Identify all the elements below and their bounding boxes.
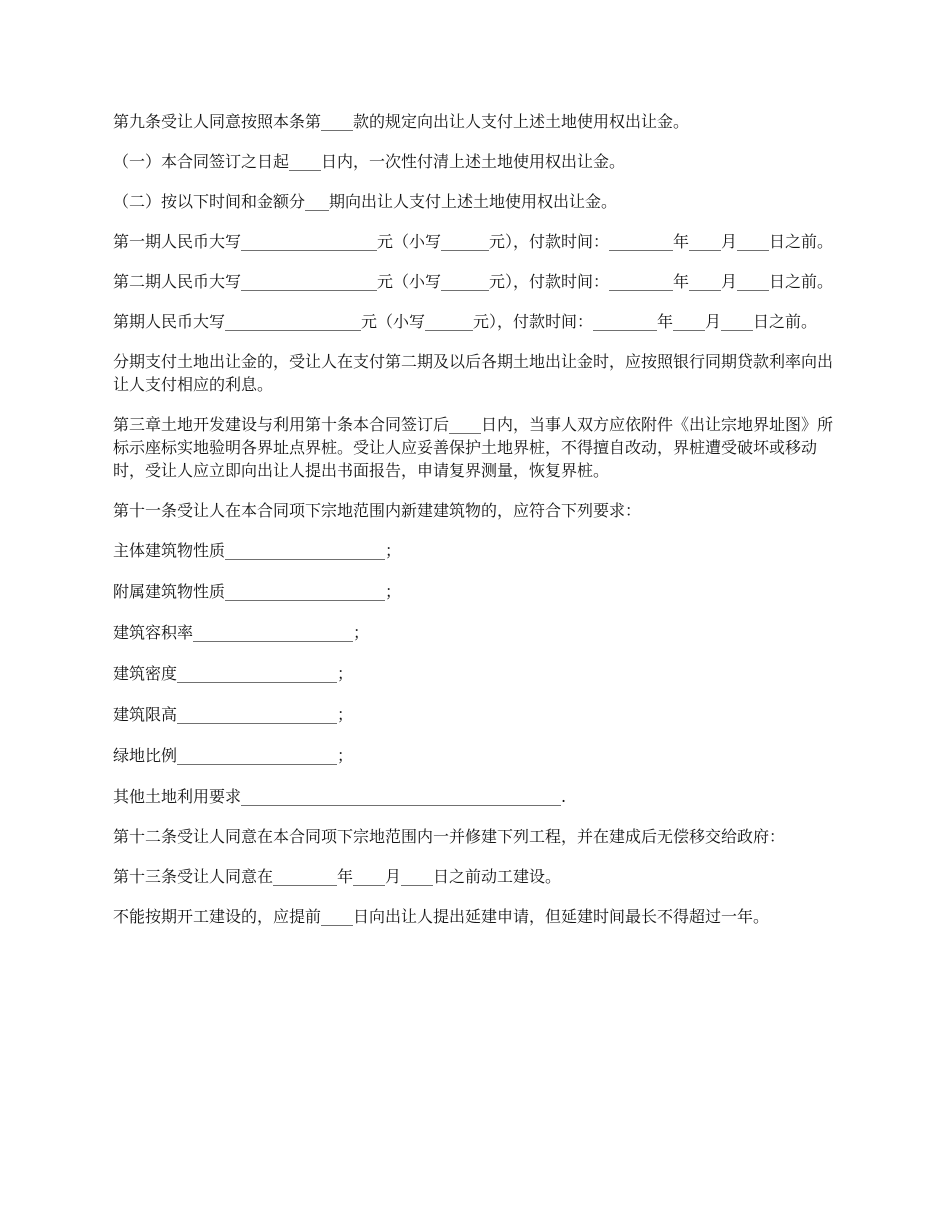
- clause-9-paragraph: 第九条受让人同意按照本条第____款的规定向出让人支付上述土地使用权出让金。: [113, 112, 690, 131]
- other-land-use-requirements: 其他土地利用要求________________________________________.: [113, 787, 567, 806]
- building-height-limit: 建筑限高____________________；: [113, 705, 354, 724]
- installment-n: 第期人民币大写_________________元（小写______元），付款时间：________年____月____日之前。: [113, 312, 818, 331]
- main-building-nature: 主体建筑物性质____________________；: [113, 541, 402, 560]
- auxiliary-building-nature: 附属建筑物性质____________________；: [113, 582, 402, 601]
- chapter-3-clause-10: 第三章土地开发建设与利用第十条本合同签订后____日内，当事人双方应依附件《出让宗地界址图》所标示座标实地验明各界址点界桩。受让人应妥善保护土地界桩，不得擅自改动，界桩遭受破坏或移动时，受让人应立即向出让人提出书面报告，申请复界测量，恢复界桩。: [113, 415, 834, 480]
- payment-option-one: （一）本合同签订之日起____日内，一次性付清上述土地使用权出让金。: [113, 152, 626, 171]
- document-body: [113, 110, 840, 928]
- payment-option-two: （二）按以下时间和金额分___期向出让人支付上述土地使用权出让金。: [113, 192, 618, 211]
- installment-two: 第二期人民币大写_________________元（小写______元），付款时间：________年____月____日之前。: [113, 272, 834, 291]
- building-density: 建筑密度____________________；: [113, 664, 354, 683]
- clause-11-paragraph: 第十一条受让人在本合同项下宗地范围内新建建筑物的，应符合下列要求：: [113, 501, 642, 520]
- installment-one: 第一期人民币大写_________________元（小写______元），付款时间：________年____月____日之前。: [113, 232, 834, 251]
- green-space-ratio: 绿地比例____________________；: [113, 746, 354, 765]
- construction-delay-paragraph: 不能按期开工建设的，应提前____日向出让人提出延建申请，但延建时间最长不得超过一年。: [113, 907, 770, 926]
- installment-interest-paragraph: 分期支付土地出让金的，受让人在支付第二期及以后各期土地出让金时，应按照银行同期贷款利率向出让人支付相应的利息。: [113, 352, 834, 394]
- floor-area-ratio: 建筑容积率____________________；: [113, 623, 370, 642]
- clause-13-paragraph: 第十三条受让人同意在________年____月____日之前动工建设。: [113, 867, 562, 886]
- clause-12-paragraph: 第十二条受让人同意在本合同项下宗地范围内一并修建下列工程，并在建成后无偿移交给政府：: [113, 827, 786, 846]
